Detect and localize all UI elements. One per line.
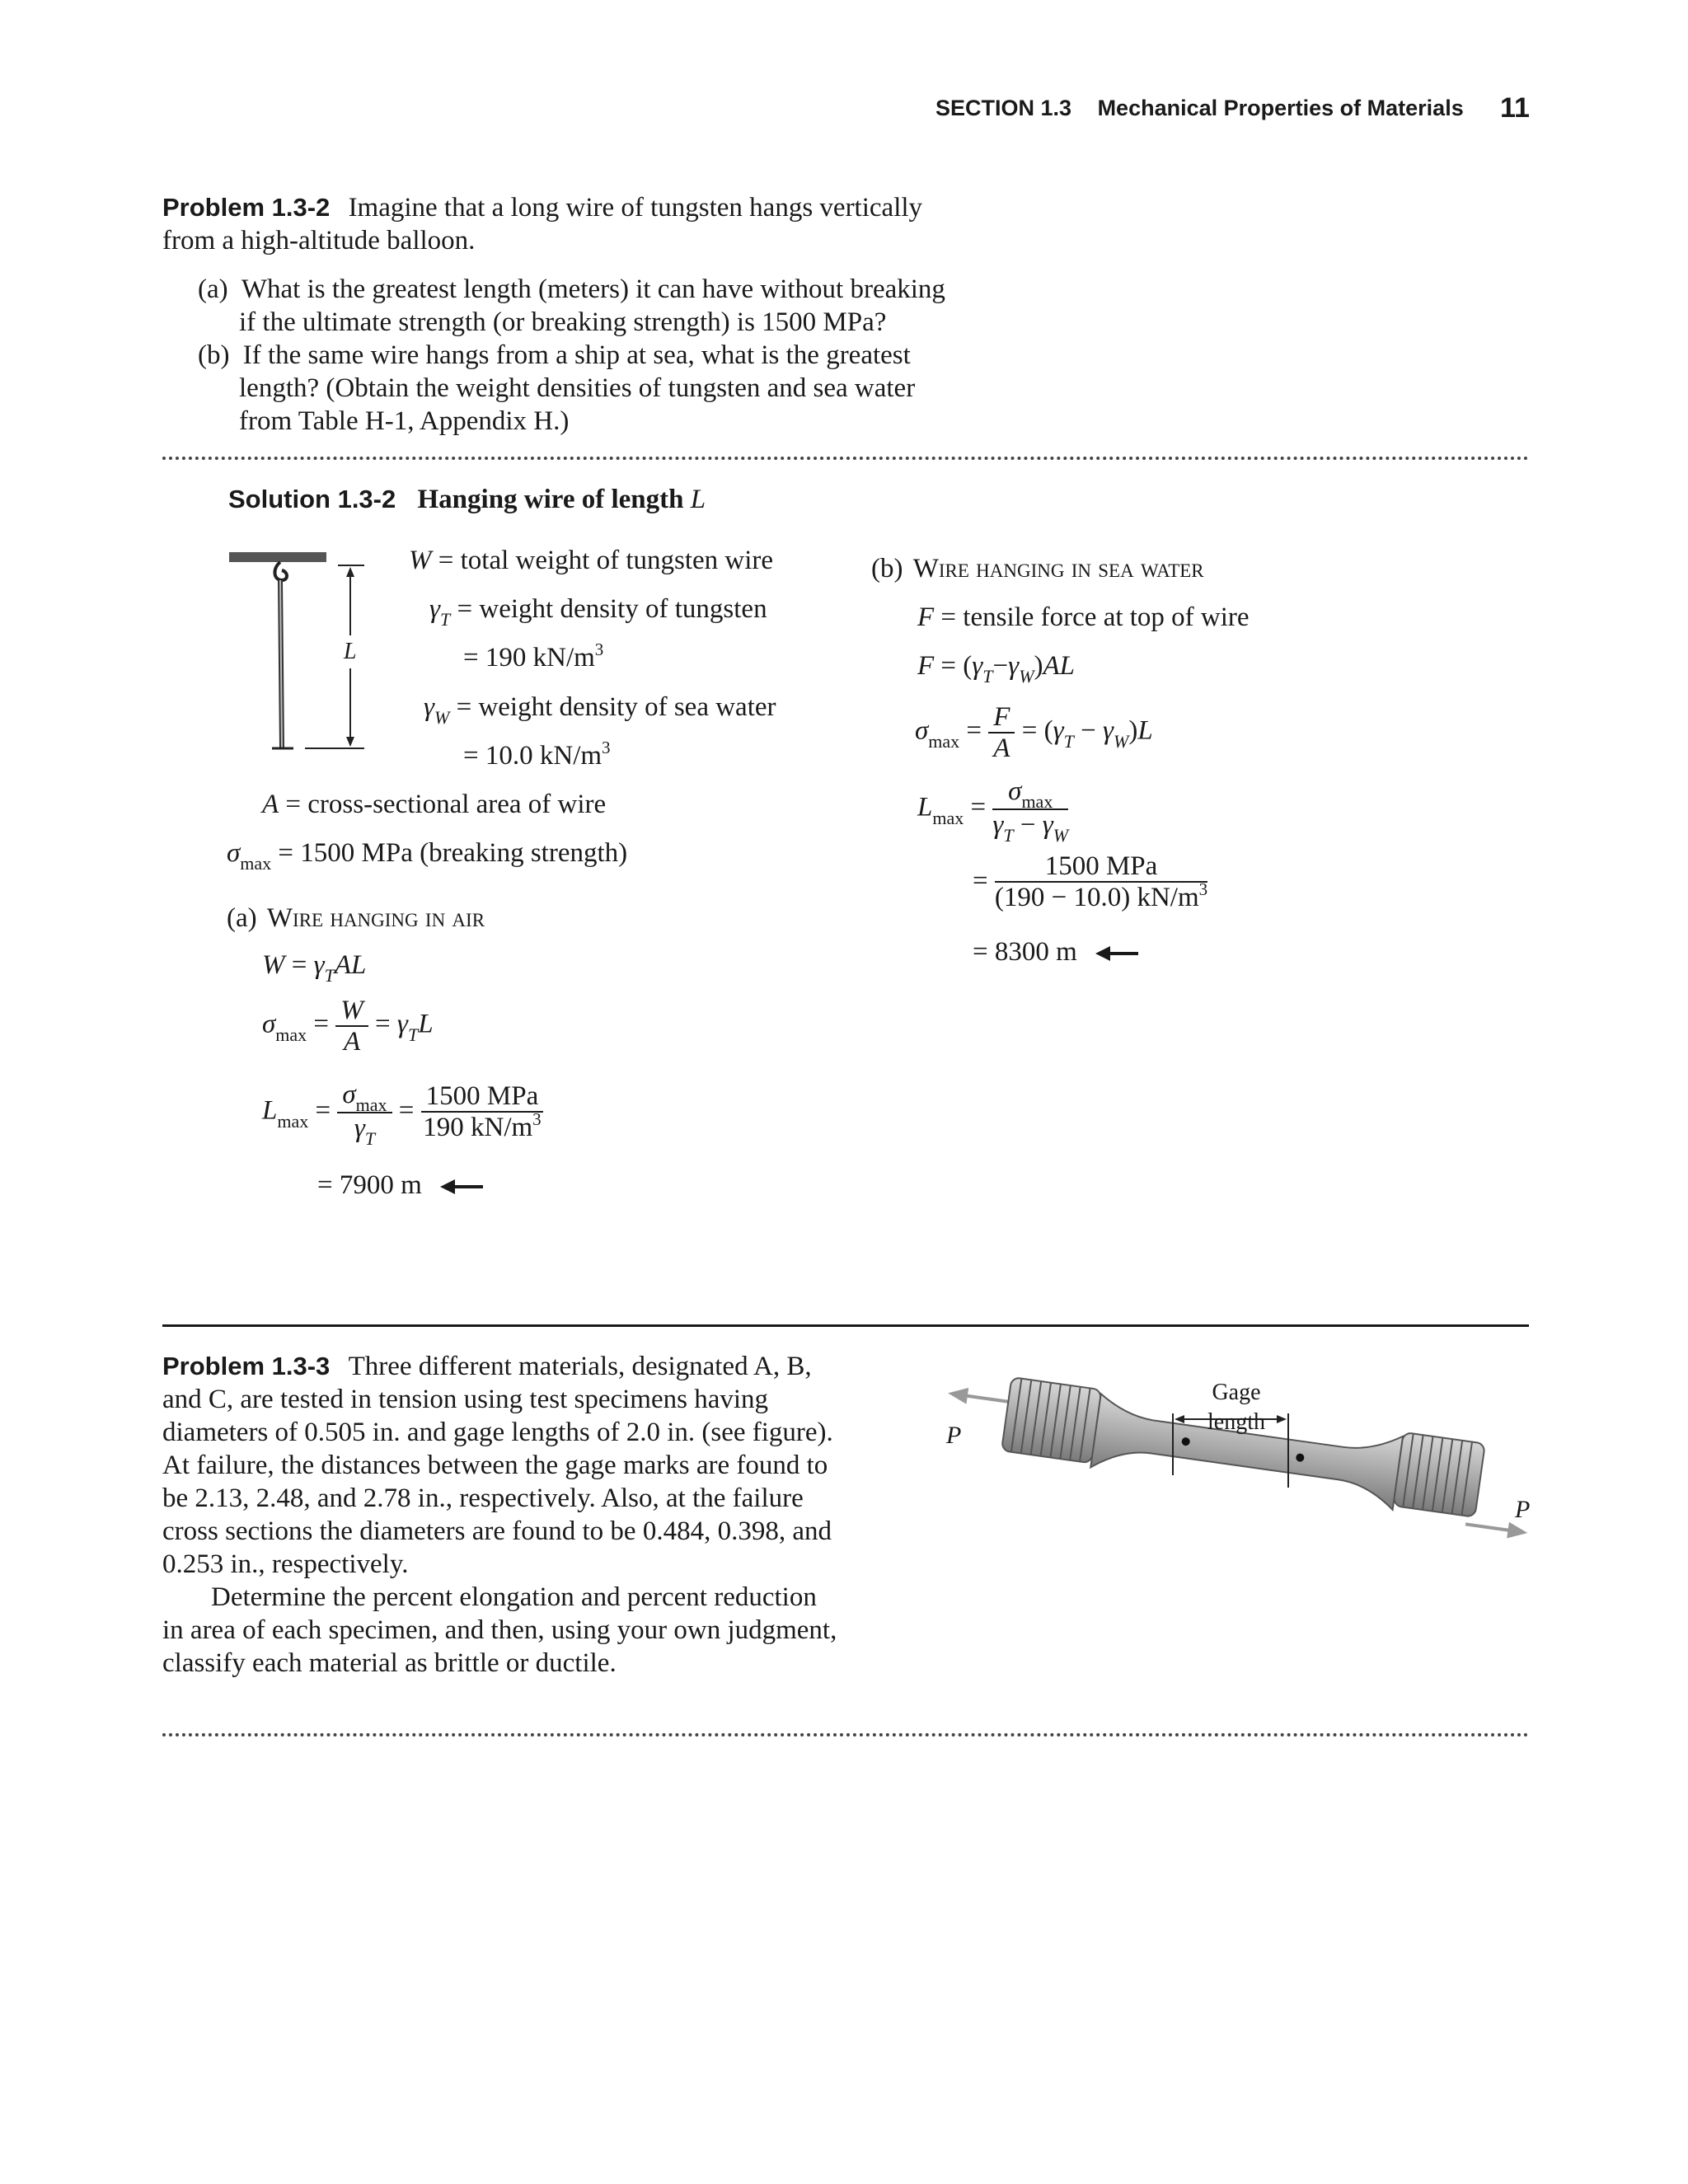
- part-b-text: If the same wire hangs from a ship at sea, what is the greatest: [242, 340, 911, 370]
- part-a-line: [198, 273, 945, 306]
- equation-L-max-b: $L_{max}$ = $\frac{\sigma_{max}}{\gamma_T - \gamma_W}$: [917, 776, 1069, 846]
- part-b-marker: (b): [198, 340, 230, 370]
- problem-1-3-2: [162, 191, 922, 257]
- page-number: 11: [1500, 92, 1530, 124]
- fraction: $\frac{W}{A}$: [335, 996, 368, 1057]
- hook-icon: [274, 562, 287, 580]
- problem-text: classify each material as brittle or ductile.: [162, 1648, 617, 1678]
- solution-title-var: L: [690, 485, 706, 514]
- problem-line: [162, 1350, 837, 1383]
- part-a-text: if the ultimate strength (or breaking strength) is 1500 MPa?: [239, 307, 887, 337]
- problem-divider: [162, 1324, 1529, 1327]
- section-number: SECTION 1.3: [935, 96, 1072, 120]
- dotted-divider: [162, 1733, 1529, 1736]
- running-header: [935, 96, 1464, 121]
- value-gamma-T: = 190 $kN/m^3$: [463, 640, 604, 673]
- problem-text: and C, are tested in tension using test specimens having: [162, 1385, 769, 1414]
- problem-text: Determine the percent elongation and percent reduction: [211, 1582, 817, 1612]
- part-b-line: [198, 339, 945, 372]
- problem-text: from a high-altitude balloon.: [162, 226, 476, 255]
- problem-text: Three different materials, designated A, B,: [348, 1352, 812, 1381]
- problem-label: Problem 1.3-3: [162, 1352, 331, 1380]
- definition-W: W = total weight of tungsten wire: [409, 546, 774, 575]
- part-b-text: length? (Obtain the weight densities of tungsten and sea water: [239, 373, 916, 403]
- equation-L-max-a: $L_{max}$ = $\frac{\sigma_{max}}{\gamma_T}$ = $\frac{\text{1500 MPa}}{190 kN/m^3}$: [262, 1080, 543, 1146]
- answer-arrow-icon: [1095, 951, 1138, 956]
- definition-gamma-W: $\gamma_W$ = weight density of sea water: [424, 692, 776, 728]
- problem-text: in area of each specimen, and then, using your own judgment,: [162, 1615, 837, 1645]
- fraction: $\frac{\sigma_{max}}{\gamma_T}$: [337, 1080, 392, 1146]
- problem-text: cross sections the diameters are found to be 0.484, 0.398, and: [162, 1516, 832, 1546]
- gage-length-label: Gage length: [1207, 1380, 1265, 1435]
- problem-text: At failure, the distances between the gage marks are found to: [162, 1451, 828, 1480]
- solution-title: Hanging wire of length: [417, 485, 684, 514]
- result-a: = 7900 m: [317, 1169, 483, 1202]
- definition-A: A = cross-sectional area of wire: [262, 790, 607, 819]
- value-gamma-W: = 10.0 $kN/m^3$: [463, 738, 611, 771]
- definition-gamma-T: $\gamma_T$ = weight density of tungsten: [429, 594, 767, 630]
- part-a-marker: (a): [198, 274, 228, 304]
- equation-L-max-b-numeric: = $\frac{\text{1500 MPa}}{(190 - 10.0) kN/m^3}$: [973, 851, 1207, 915]
- dotted-divider: [162, 457, 1529, 460]
- equation-sigma-b: $\sigma_{max}$ = $\frac{F}{A}$ = $(\gamma_T - \gamma_W)L$: [915, 702, 1153, 763]
- problem-text: be 2.13, 2.48, and 2.78 in., respectively. Also, at the failure: [162, 1483, 804, 1513]
- part-b-heading: (b) Wire hanging in sea water: [871, 554, 1204, 583]
- part-a-heading: (a) Wire hanging in air: [227, 903, 485, 933]
- result-b: = 8300 m: [973, 935, 1138, 968]
- equation-F: $F = (\gamma_T-\gamma_W)AL$: [917, 651, 1076, 687]
- solution-label: Solution 1.3-2: [228, 485, 396, 513]
- problem-1-3-2-parts: [198, 273, 945, 438]
- part-a-text: What is the greatest length (meters) it can have without breaking: [241, 274, 945, 304]
- problem-text: 0.253 in., respectively.: [162, 1549, 409, 1579]
- solution-heading: [228, 483, 706, 516]
- fraction: $\frac{\text{1500 MPa}}{190 kN/m^3}$: [421, 1081, 544, 1145]
- answer-arrow-icon: [440, 1184, 483, 1189]
- definition-sigma-max: $\sigma_{max} = 1500$ MPa (breaking strength): [227, 838, 628, 874]
- problem-text: Imagine that a long wire of tungsten hangs vertically: [348, 193, 923, 223]
- ceiling-support: [229, 552, 326, 562]
- problem-line: [162, 191, 922, 224]
- definition-F: F = tensile force at top of wire: [917, 602, 1250, 632]
- problem-text: diameters of 0.505 in. and gage lengths of 2.0 in. (see figure).: [162, 1418, 833, 1447]
- problem-label: Problem 1.3-2: [162, 193, 331, 222]
- load-label-left: P: [946, 1422, 962, 1449]
- fraction: $\frac{\text{1500 MPa}}{(190 - 10.0) kN/m^3}$: [994, 851, 1208, 912]
- problem-1-3-3: [162, 1350, 837, 1680]
- fraction: $\frac{\sigma_{max}}{\gamma_T - \gamma_W}$: [992, 776, 1069, 846]
- equation-sigma-a: $\sigma_{max}$ = $\frac{W}{A}$ = $\gamma_TL$: [262, 996, 434, 1057]
- equation-W: $W = \gamma_TAL$: [262, 950, 367, 986]
- load-label-right: P: [1515, 1496, 1531, 1523]
- figure-label-L: L: [341, 635, 359, 668]
- section-title: Mechanical Properties of Materials: [1097, 96, 1464, 120]
- fraction: $\frac{F}{A}$: [988, 702, 1015, 763]
- part-b-text: from Table H-1, Appendix H.): [239, 406, 570, 436]
